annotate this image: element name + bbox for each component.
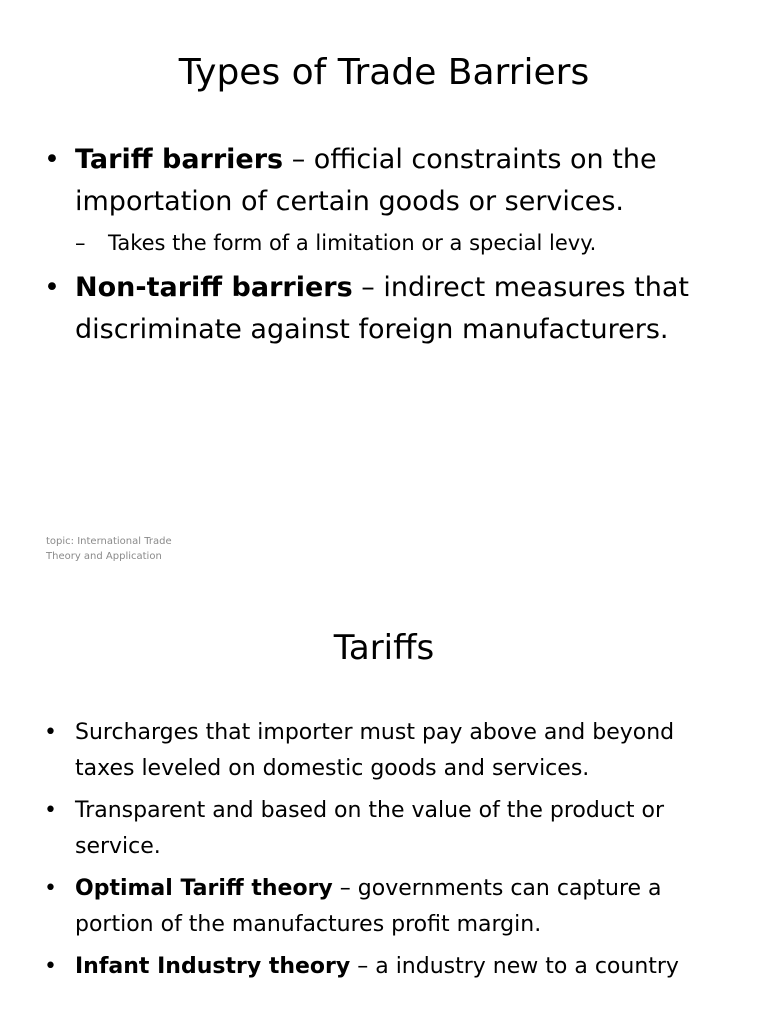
footer-line: Theory and Application xyxy=(46,551,162,562)
slide-footer xyxy=(46,534,216,564)
bullet-list xyxy=(0,139,768,351)
footer-line: topic: International Trade xyxy=(46,536,172,547)
bullet-definition: – governments can capture a portion of the manufactures profit margin. xyxy=(75,876,662,937)
bullet-item xyxy=(0,793,768,865)
bullet-definition: – a industry new to a country xyxy=(350,954,679,979)
slide-tariffs xyxy=(0,580,768,1024)
bullet-item-optimal-tariff-theory xyxy=(0,871,768,943)
bullet-glyph: • xyxy=(44,954,57,979)
bullet-text xyxy=(75,949,728,985)
dash-glyph: – xyxy=(75,231,86,255)
bullet-term: Non-tariff barriers xyxy=(75,272,353,303)
bullet-definition: Transparent and based on the value of the product or service. xyxy=(75,798,665,859)
bullet-definition: Surcharges that importer must pay above and beyond taxes leveled on domestic goods and services. xyxy=(75,720,675,781)
bullet-glyph: • xyxy=(44,876,57,901)
bullet-text xyxy=(75,871,728,943)
bullet-glyph: • xyxy=(44,720,57,745)
bullet-glyph: • xyxy=(44,798,57,823)
bullet-text xyxy=(75,139,748,223)
bullet-definition: – official constraints on the importation of certain goods or services. xyxy=(75,144,657,217)
bullet-item-non-tariff-barriers xyxy=(0,267,768,351)
slide-title: Types of Trade Barriers xyxy=(178,52,590,93)
bullet-term: Infant Industry theory xyxy=(75,954,351,979)
bullet-text xyxy=(75,715,728,787)
sub-bullet-item xyxy=(0,227,768,259)
bullet-item-infant-industry-theory xyxy=(0,949,768,985)
bullet-list xyxy=(0,715,768,991)
bullet-item xyxy=(0,715,768,787)
bullet-text xyxy=(75,267,748,351)
bullet-item-tariff-barriers xyxy=(0,139,768,223)
bullet-term: Tariff barriers xyxy=(75,144,284,175)
bullet-glyph: • xyxy=(44,272,60,303)
bullet-glyph: • xyxy=(44,144,60,175)
sub-bullet-text: Takes the form of a limitation or a special levy. xyxy=(108,231,597,255)
bullet-term: Optimal Tariff theory xyxy=(75,876,333,901)
slide-title: Tariffs xyxy=(333,628,435,668)
bullet-text xyxy=(75,793,728,865)
bullet-definition: – indirect measures that discriminate against foreign manufacturers. xyxy=(75,272,689,345)
